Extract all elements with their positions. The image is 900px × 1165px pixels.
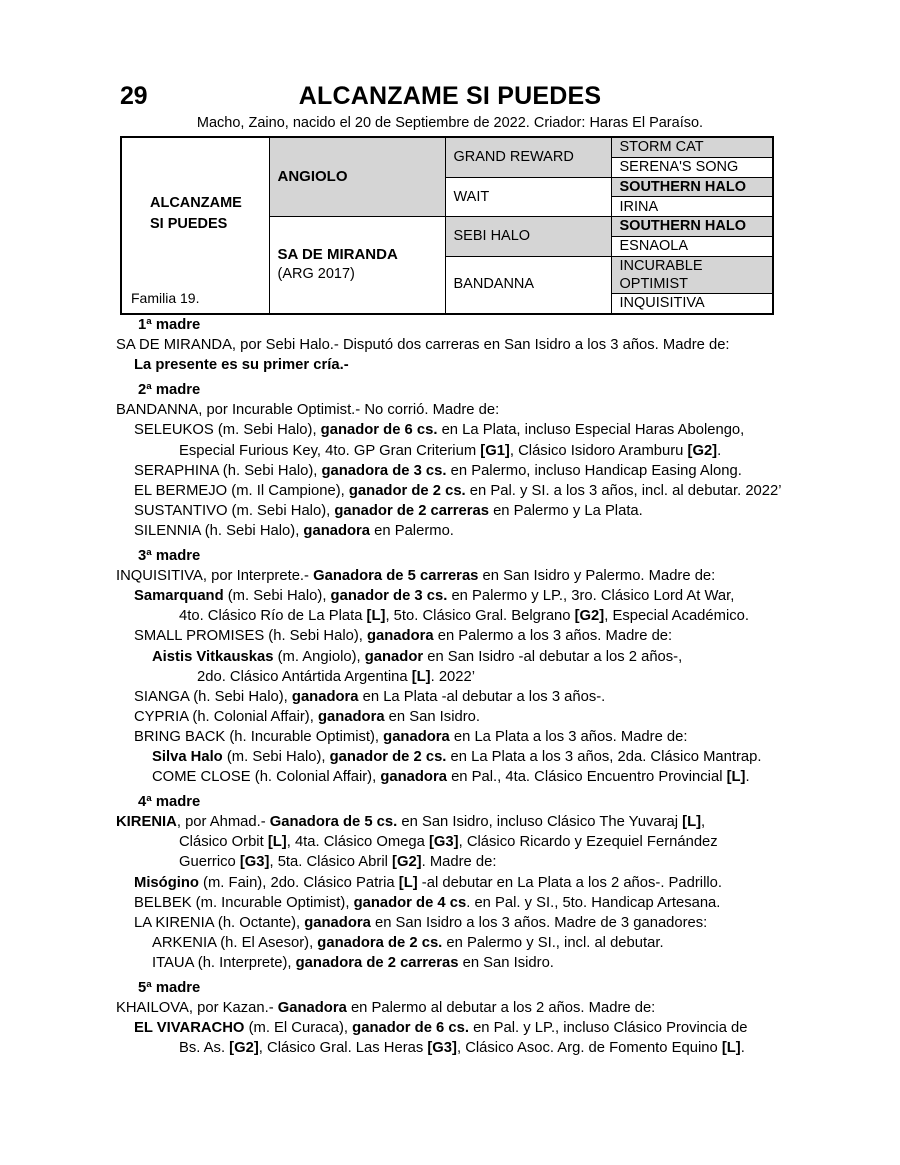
pedigree-line: Bs. As. [G2], Clásico Gral. Las Heras [G3], Clásico Asoc. Arg. de Fomento Equino [L]. (179, 1040, 745, 1057)
pedigree-line: ARKENIA (h. El Asesor), ganadora de 2 cs. en Palermo y SI., incl. al debutar. (152, 934, 664, 951)
pedigree-line: EL VIVARACHO (m. El Curaca), ganador de 6 cs. en Pal. y LP., incluso Clásico Provincia de (134, 1020, 748, 1037)
horse-subtitle: Macho, Zaino, nacido el 20 de Septiembre de 2022. Criador: Haras El Paraíso. (196, 115, 704, 131)
pedigree-line: SUSTANTIVO (m. Sebi Halo), ganador de 2 carreras en Palermo y La Plata. (134, 502, 643, 519)
pedigree-line: INQUISITIVA, por Interprete.- Ganadora de 5 carreras en San Isidro y Palermo. Madre de: (116, 568, 716, 585)
dam-sire-cell: SEBI HALO (445, 217, 611, 257)
g4-cell-4: IRINA (611, 197, 773, 217)
pedigree-line: Clásico Orbit [L], 4ta. Clásico Omega [G3], Clásico Ricardo y Ezequiel Fernández (179, 834, 718, 851)
subject-name-line2: SI PUEDES (150, 216, 228, 233)
pedigree-line: CYPRIA (h. Colonial Affair), ganadora en San Isidro. (134, 708, 480, 725)
dam-dam-cell: BANDANNA (445, 256, 611, 314)
pedigree-line: BANDANNA, por Incurable Optimist.- No corrió. Madre de: (116, 402, 500, 419)
g4-cell-2: SERENA'S SONG (611, 157, 773, 177)
pedigree-line: Silva Halo (m. Sebi Halo), ganador de 2 cs. en La Plata a los 3 años, 2da. Clásico Mantrap. (152, 748, 762, 765)
pedigree-line: 2do. Clásico Antártida Argentina [L]. 2022’ (197, 668, 476, 685)
pedigree-line: LA KIRENIA (h. Octante), ganadora en San Isidro a los 3 años. Madre de 3 ganadores: (134, 914, 708, 931)
pedigree-line: SIANGA (h. Sebi Halo), ganadora en La Plata -al debutar a los 3 años-. (134, 688, 606, 705)
generation-heading: 4ª madre (138, 794, 201, 811)
sire-name: ANGIOLO (277, 167, 348, 185)
g4-cell-8: INQUISITIVA (611, 293, 773, 313)
pedigree-line: SILENNIA (h. Sebi Halo), ganadora en Palermo. (134, 522, 454, 539)
pedigree-line: ITAUA (h. Interprete), ganadora de 2 carreras en San Isidro. (152, 954, 554, 971)
subject-name-line1: ALCANZAME (150, 195, 242, 211)
g4-cell-1: STORM CAT (611, 137, 773, 157)
pedigree-line: Misógino (m. Fain), 2do. Clásico Patria [L] -al debutar en La Plata a los 2 años-. Padrillo. (134, 874, 723, 891)
pedigree-line: BELBEK (m. Incurable Optimist), ganador de 4 cs. en Pal. y SI., 5to. Handicap Artesana. (134, 894, 721, 911)
generation-heading: 2ª madre (138, 382, 201, 399)
sire-sire-cell: GRAND REWARD (445, 137, 611, 177)
pedigree-line: Guerrico [G3], 5ta. Clásico Abril [G2]. Madre de: (179, 854, 497, 871)
generation-heading: 3ª madre (138, 548, 201, 565)
dam-name: SA DE MIRANDA (277, 246, 398, 264)
g4-cell-7: INCURABLE OPTIMIST (611, 256, 773, 293)
pedigree-line: SERAPHINA (h. Sebi Halo), ganadora de 3 cs. en Palermo, incluso Handicap Easing Along. (134, 462, 742, 479)
subject-name (150, 193, 242, 235)
sire-dam-cell: WAIT (445, 177, 611, 217)
pedigree-line: SMALL PROMISES (h. Sebi Halo), ganadora en Palermo a los 3 años. Madre de: (134, 628, 673, 645)
page-title: ALCANZAME SI PUEDES (298, 82, 602, 110)
pedigree-line: SA DE MIRANDA, por Sebi Halo.- Disputó dos carreras en San Isidro a los 3 años. Madre de: (116, 337, 730, 354)
pedigree-line: Especial Furious Key, 4to. GP Gran Criterium [G1], Clásico Isidoro Aramburu [G2]. (179, 442, 722, 459)
pedigree-line: KIRENIA, por Ahmad.- Ganadora de 5 cs. en San Isidro, incluso Clásico The Yuvaraj [L], (116, 814, 706, 831)
pedigree-table-wrapper (120, 136, 772, 315)
pedigree-line: La presente es su primer cría.- (134, 357, 349, 374)
pedigree-line: EL BERMEJO (m. Il Campione), ganador de 2 cs. en Pal. y SI. a los 3 años, incl. al debutar. 2022’ (134, 482, 782, 499)
g4-cell-5: SOUTHERN HALO (611, 217, 773, 237)
family-label: Familia 19. (131, 290, 200, 306)
table-row (121, 137, 773, 157)
g4-cell-6: ESNAOLA (611, 236, 773, 256)
generation-heading: 5ª madre (138, 980, 201, 996)
pedigree-line: Samarquand (m. Sebi Halo), ganador de 3 cs. en Palermo y LP., 3ro. Clásico Lord At War, (134, 588, 735, 605)
catalog-number: 29 (120, 82, 148, 110)
pedigree-line: KHAILOVA, por Kazan.- Ganadora en Palermo al debutar a los 2 años. Madre de: (116, 1000, 656, 1017)
pedigree-subject-cell (121, 137, 269, 314)
pedigree-line: BRING BACK (h. Incurable Optimist), ganadora en La Plata a los 3 años. Madre de: (134, 728, 688, 745)
pedigree-table (120, 136, 774, 315)
pedigree-line: SELEUKOS (m. Sebi Halo), ganador de 6 cs. en La Plata, incluso Especial Haras Abolengo, (134, 422, 745, 439)
dam-cell (269, 217, 445, 314)
pedigree-line: COME CLOSE (h. Colonial Affair), ganadora en Pal., 4ta. Clásico Encuentro Provincial [L]. (152, 769, 750, 786)
dam-year: (ARG 2017) (277, 266, 355, 283)
sire-cell (269, 137, 445, 217)
pedigree-description (0, 310, 900, 1058)
g4-cell-3: SOUTHERN HALO (611, 177, 773, 197)
generation-heading: 1ª madre (138, 317, 201, 333)
pedigree-line: Aistis Vitkauskas (m. Angiolo), ganador en San Isidro -al debutar a los 2 años-, (152, 648, 683, 665)
page-header (0, 82, 900, 131)
pedigree-line: 4to. Clásico Río de La Plata [L], 5to. Clásico Gral. Belgrano [G2], Especial Académico. (179, 608, 749, 625)
